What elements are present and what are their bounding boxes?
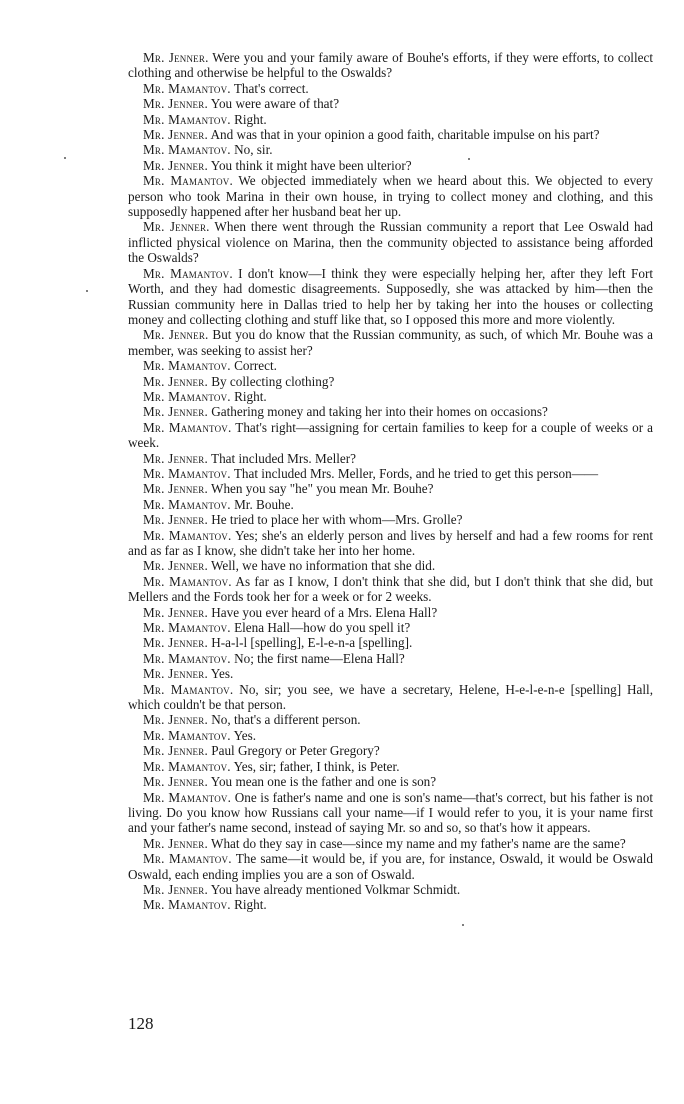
speaker-name: Mr. Jenner. (143, 481, 208, 497)
speech-text: By collecting clothing? (211, 373, 335, 389)
speech-text: You were aware of that? (210, 96, 340, 112)
speaker-name: Mr. Jenner. (143, 327, 209, 343)
speaker-name: Mr. Jenner. (143, 219, 210, 235)
speaker-name: Mr. Mamantov. (143, 265, 233, 281)
speech-text: No, that's a different person. (211, 712, 361, 728)
transcript-paragraph (128, 389, 653, 404)
speech-text: Right. (234, 388, 267, 404)
transcript-paragraph (128, 774, 653, 789)
speaker-name: Mr. Jenner. (143, 712, 208, 728)
speech-text: Elena Hall—how do you spell it? (234, 620, 411, 636)
speaker-name: Mr. Jenner. (143, 96, 208, 112)
transcript-paragraph (128, 374, 653, 389)
transcript-paragraph (128, 528, 653, 559)
speaker-name: Mr. Jenner. (143, 50, 209, 65)
speech-text: That's correct. (233, 80, 309, 96)
speaker-name: Mr. Mamantov. (143, 620, 231, 636)
transcript-paragraph (128, 127, 653, 142)
transcript-paragraph (128, 558, 653, 573)
speaker-name: Mr. Mamantov. (143, 358, 231, 374)
speaker-name: Mr. Jenner. (143, 450, 208, 466)
speaker-name: Mr. Jenner. (143, 127, 208, 143)
speaker-name: Mr. Jenner. (143, 774, 208, 790)
speech-text: Paul Gregory or Peter Gregory? (211, 743, 380, 759)
speech-text: Correct. (234, 358, 277, 374)
speech-text: When there went through the Russian community a report that Lee Oswald had inflicted physical violence on Marina, then the community objected to assistance being afforded the Oswalds? (128, 219, 653, 266)
speech-text: Yes. (210, 666, 234, 682)
speaker-name: Mr. Mamantov. (143, 758, 231, 774)
speaker-name: Mr. Jenner. (143, 512, 208, 528)
transcript-paragraph (128, 682, 653, 713)
speaker-name: Mr. Jenner. (143, 604, 208, 620)
speech-text: As far as I know, I don't think that she did, but I don't think that she did, but Mellers and the Fords took her for a week or for 2 weeks. (128, 573, 654, 605)
scan-speck (462, 924, 464, 926)
speech-text: You think it might have been ulterior? (210, 157, 412, 173)
transcript-paragraph (128, 497, 653, 512)
transcript-paragraph (128, 50, 653, 81)
transcript-paragraph (128, 466, 653, 481)
speaker-name: Mr. Jenner. (143, 373, 208, 389)
speaker-name: Mr. Jenner. (143, 666, 208, 682)
speech-text: Were you and your family aware of Bouhe's efforts, if they were efforts, to collect clothing and otherwise be helpful to the Oswalds? (128, 50, 653, 81)
speech-text: I don't know—I think they were especially helping her, after they left Fort Worth, and they had domestic disagreements. Supposedly, she was attacked by him—then the Russian community here in Dallas tried to help her by taking her into the houses or collecting money and collecting clothing and stuff like that, so I opposed this more and more violently. (128, 265, 654, 327)
transcript-paragraph (128, 173, 653, 219)
transcript-page (128, 50, 653, 913)
speaker-name: Mr. Jenner. (143, 881, 208, 897)
transcript-paragraph (128, 112, 653, 127)
transcript-paragraph (128, 481, 653, 496)
speech-text: Yes. (233, 727, 257, 743)
speech-text: No; the first name—Elena Hall? (234, 650, 405, 666)
speech-text: No, sir; you see, we have a secretary, Helene, H-e-l-e-n-e [spelling] Hall, which couldn't be that person. (128, 681, 654, 713)
speech-text: Well, we have no information that she did. (211, 558, 436, 574)
speech-text: And was that in your opinion a good faith, charitable impulse on his part? (210, 127, 600, 143)
transcript-paragraph (128, 743, 653, 758)
transcript-paragraph (128, 635, 653, 650)
transcript-paragraph (128, 219, 653, 265)
transcript-paragraph (128, 666, 653, 681)
speech-text: Yes; she's an elderly person and lives by herself and had a few rooms for rent and as far as I know, she didn't take her into her home. (128, 527, 653, 558)
transcript-paragraph (128, 420, 653, 451)
transcript-paragraph (128, 266, 653, 328)
speech-text: Right. (234, 897, 267, 913)
transcript-paragraph (128, 158, 653, 173)
scan-speck (86, 290, 88, 292)
speech-text: We objected immediately when we heard about this. We objected to every person who took Marina in their own house, in trying to collect money and clothing, and this supposedly happened after her husband beat her up. (128, 173, 653, 220)
transcript-paragraph (128, 404, 653, 419)
speech-text: When you say "he" you mean Mr. Bouhe? (211, 481, 434, 497)
speaker-name: Mr. Jenner. (143, 404, 208, 420)
speaker-name: Mr. Mamantov. (143, 789, 232, 805)
transcript-paragraph (128, 81, 653, 96)
speaker-name: Mr. Jenner. (143, 157, 208, 173)
speaker-name: Mr. Mamantov. (143, 496, 231, 512)
speaker-name: Mr. Mamantov. (143, 419, 232, 435)
speaker-name: Mr. Mamantov. (143, 681, 234, 697)
speaker-name: Mr. Mamantov. (143, 465, 231, 481)
transcript-paragraph (128, 574, 653, 605)
transcript-paragraph (128, 327, 653, 358)
transcript-paragraph (128, 512, 653, 527)
speaker-name: Mr. Jenner. (143, 743, 208, 759)
speech-text: That included Mrs. Meller? (211, 450, 357, 466)
transcript-paragraph (128, 759, 653, 774)
speech-text: H-a-l-l [spelling], E-l-e-n-a [spelling]. (211, 635, 413, 651)
transcript-paragraph (128, 620, 653, 635)
speaker-name: Mr. Mamantov. (143, 173, 234, 189)
speaker-name: Mr. Mamantov. (143, 527, 232, 543)
scan-speck (64, 157, 66, 159)
transcript-paragraph (128, 142, 653, 157)
speaker-name: Mr. Mamantov. (143, 650, 231, 666)
speech-text: Yes, sir; father, I think, is Peter. (233, 758, 400, 774)
speaker-name: Mr. Mamantov. (143, 111, 231, 127)
transcript-paragraph (128, 897, 653, 912)
speaker-name: Mr. Mamantov. (143, 897, 231, 913)
transcript-paragraph (128, 836, 653, 851)
transcript-paragraph (128, 712, 653, 727)
transcript-paragraph (128, 358, 653, 373)
speech-text: The same—it would be, if you are, for instance, Oswald, it would be Oswald Oswald, each ending implies you are a son of Oswald. (128, 851, 654, 882)
speech-text: Mr. Bouhe. (234, 496, 294, 512)
page-number: 128 (128, 1014, 154, 1033)
speaker-name: Mr. Mamantov. (143, 573, 232, 589)
speech-text: Have you ever heard of a Mrs. Elena Hall? (211, 604, 438, 620)
transcript-paragraph (128, 96, 653, 111)
transcript-paragraph (128, 790, 653, 836)
speech-text: You mean one is the father and one is son? (210, 774, 437, 790)
speech-text: He tried to place her with whom—Mrs. Grolle? (211, 512, 463, 528)
speaker-name: Mr. Jenner. (143, 558, 208, 574)
transcript-paragraph (128, 851, 653, 882)
transcript-paragraph (128, 451, 653, 466)
transcript-paragraph (128, 605, 653, 620)
transcript-paragraph (128, 651, 653, 666)
speech-text: What do they say in case—since my name and my father's name are the same? (211, 835, 626, 851)
speech-text: But you do know that the Russian community, as such, of which Mr. Bouhe was a member, was seeking to assist her? (128, 327, 654, 358)
speech-text: Gathering money and taking her into their homes on occasions? (211, 404, 548, 420)
speaker-name: Mr. Mamantov. (143, 851, 232, 867)
speaker-name: Mr. Mamantov. (143, 727, 231, 743)
speaker-name: Mr. Mamantov. (143, 388, 231, 404)
transcript-paragraph (128, 882, 653, 897)
scan-speck (468, 158, 470, 160)
speech-text: You have already mentioned Volkmar Schmidt. (210, 881, 461, 897)
speaker-name: Mr. Jenner. (143, 635, 208, 651)
speech-text: Right. (234, 111, 267, 127)
speech-text: One is father's name and one is son's name—that's correct, but his father is not living. Do you know how Russians call your name—if I would refer to you, it is your name first and your father's name second, instead of saying Mr. so and so, so that's how it appears. (128, 789, 653, 836)
speech-text: That included Mrs. Meller, Fords, and he tried to get this person—— (233, 465, 599, 481)
speech-text: That's right—assigning for certain families to keep for a couple of weeks or a week. (128, 419, 654, 451)
transcript-paragraph (128, 728, 653, 743)
speech-text: No, sir. (234, 142, 273, 158)
speaker-name: Mr. Jenner. (143, 835, 208, 851)
speaker-name: Mr. Mamantov. (143, 80, 231, 96)
speaker-name: Mr. Mamantov. (143, 142, 231, 158)
